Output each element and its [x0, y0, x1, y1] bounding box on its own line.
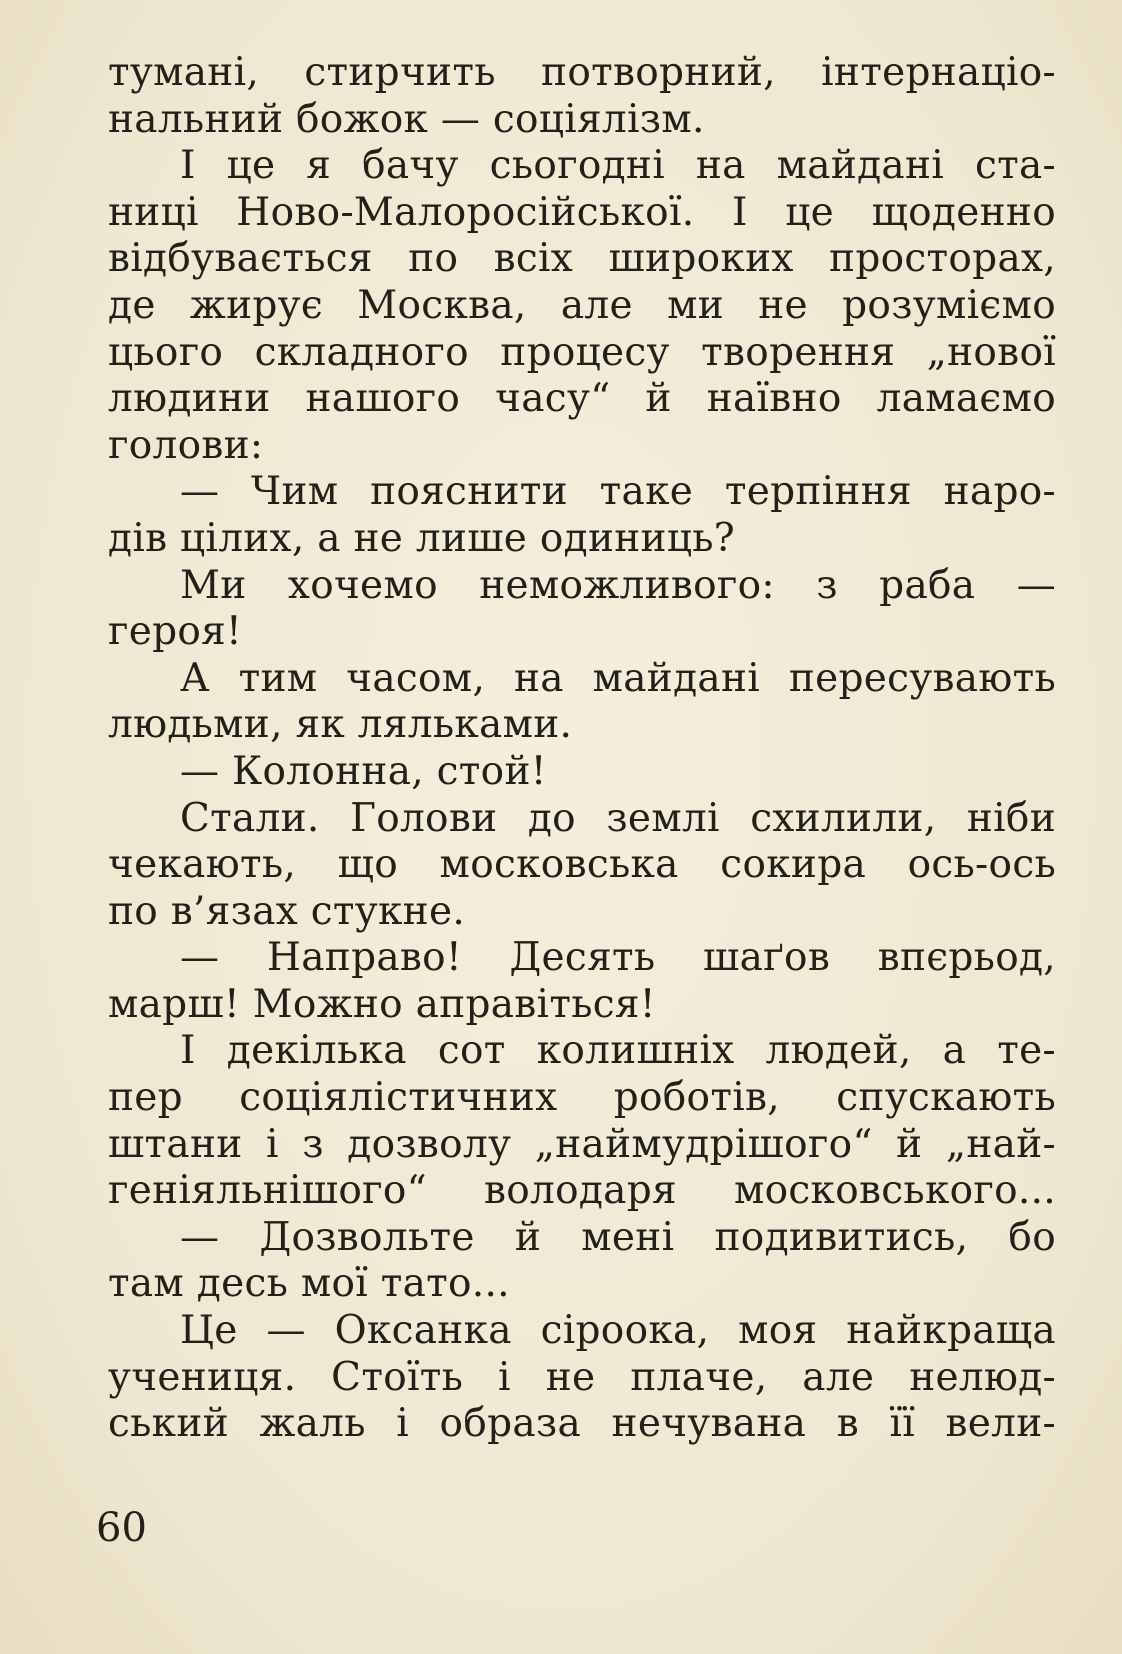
- text-line: там десь мої тато...: [108, 1261, 510, 1307]
- text-line: чекають, що московська сокира ось-ось: [108, 842, 1056, 888]
- text-line: штани і з дозволу „наймудрішого“ й „най-: [108, 1121, 1056, 1167]
- text-line: — Чим пояснити таке терпіння наро-: [180, 469, 1056, 515]
- text-line: по в’язах стукне.: [108, 888, 466, 934]
- text-line: Це — Оксанка сіроока, моя найкраща: [180, 1308, 1056, 1354]
- text-line: геніяльнішого“ володаря московського...: [108, 1168, 1056, 1214]
- text-line: марш! Можно аправіться!: [108, 981, 656, 1027]
- text-line: тумані, стирчить потворний, інтернаціо-: [108, 50, 1056, 95]
- text-line: людини нашого часу“ й наївно ламаємо: [108, 376, 1056, 422]
- text-line: А тим часом, на майдані пересувають: [180, 655, 1056, 701]
- text-line: Стали. Голови до землі схилили, ніби: [180, 795, 1056, 841]
- text-line: голови:: [108, 422, 264, 468]
- text-line: ський жаль і образа нечувана в її вели-: [108, 1401, 1056, 1447]
- text-line: — Колонна, стой!: [180, 748, 547, 794]
- body-text: [108, 50, 1056, 1448]
- text-line: цього складного процесу творення „нової: [108, 329, 1056, 375]
- text-line: Ми хочемо неможливого: з раба —: [180, 562, 1056, 608]
- text-line: учениця. Стоїть і не плаче, але нелюд-: [108, 1354, 1056, 1400]
- page-number: 60: [96, 1505, 147, 1551]
- text-line: героя!: [108, 609, 243, 655]
- text-line: дів цілих, а не лише одиниць?: [108, 515, 735, 561]
- text-line: нальний божок — соціялізм.: [108, 96, 705, 142]
- text-line: пер соціялістичних роботів, спускають: [108, 1075, 1056, 1121]
- text-line: відбувається по всіх широких просторах,: [108, 236, 1056, 282]
- text-line: де жирує Москва, але ми не розуміємо: [108, 282, 1056, 328]
- text-line: І це я бачу сьогодні на майдані ста-: [180, 143, 1056, 189]
- text-line: людьми, як ляльками.: [108, 702, 573, 748]
- text-line: — Направо! Десять шаґов впєрьод,: [180, 935, 1056, 981]
- text-line: ниці Ново-Малоросійської. І це щоденно: [108, 189, 1056, 235]
- text-line: І декілька сот колишніх людей, а те-: [180, 1028, 1056, 1074]
- text-line: — Дозвольте й мені подивитись, бо: [180, 1214, 1056, 1260]
